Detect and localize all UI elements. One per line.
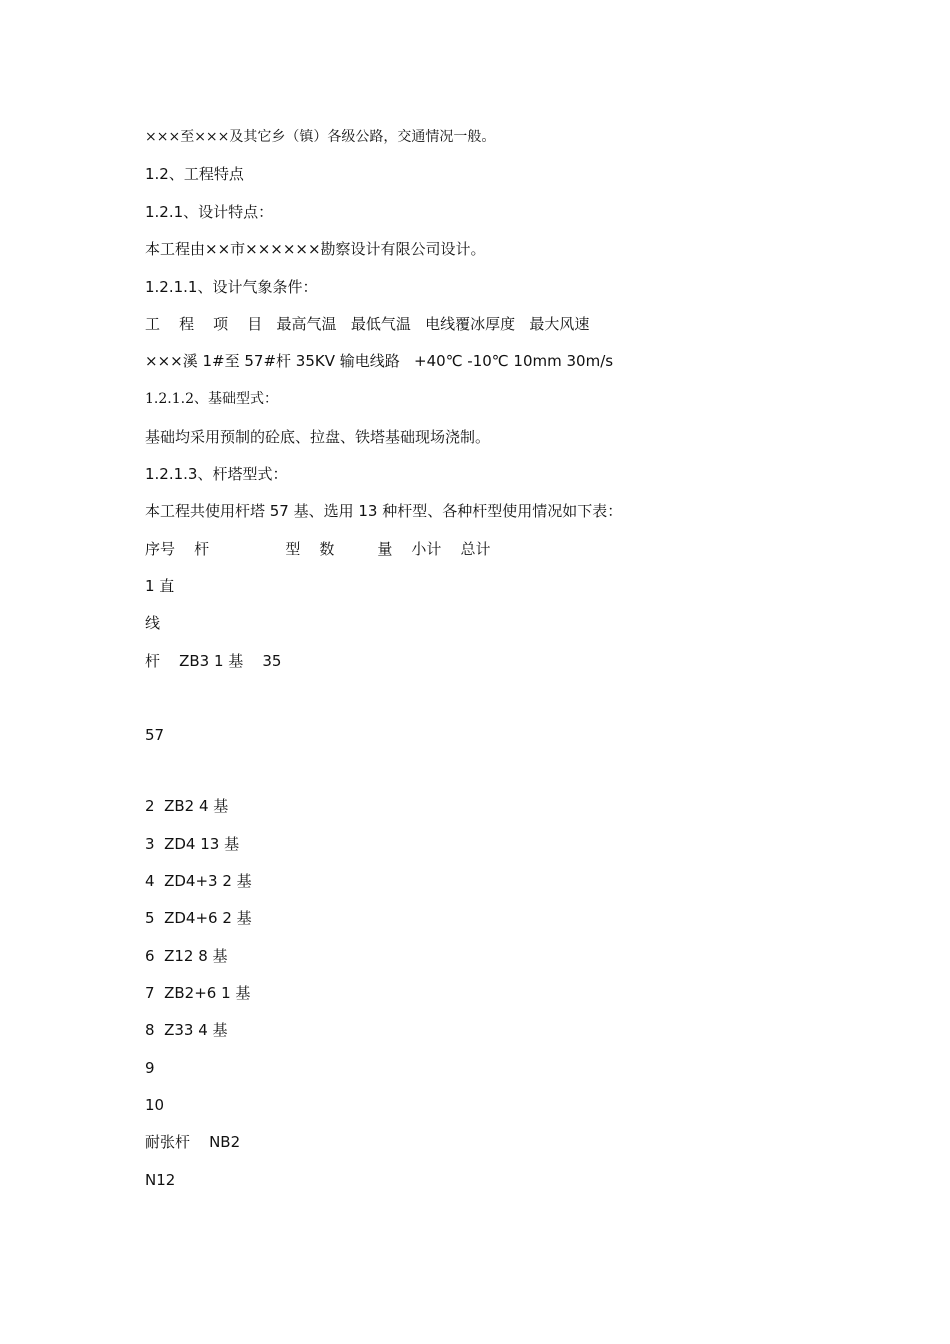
text-line-tower-summary: 本工程共使用杆塔 57 基、选用 13 种杆型、各种杆型使用情况如下表： (145, 502, 623, 520)
tower-table-row-3: 3 ZD4 13 基 (145, 835, 240, 853)
tower-table-row-5: 5 ZD4+6 2 基 (145, 909, 252, 927)
tower-table-row-9: 9 (145, 1059, 155, 1077)
tower-table-row-1a: 1 直 (145, 577, 175, 595)
heading-1-2: 1.2、工程特点 (145, 165, 244, 183)
tower-table-row-tension: 耐张杆 NB2 (145, 1133, 241, 1151)
tower-table-row-7: 7 ZB2+6 1 基 (145, 984, 251, 1002)
tower-table-row-10: 10 (145, 1096, 165, 1114)
tower-table-row-1b: 线 (145, 614, 161, 632)
text-line-designer: 本工程由××市××××××勘察设计有限公司设计。 (145, 240, 486, 258)
tower-table-row-4: 4 ZD4+3 2 基 (145, 872, 252, 890)
tower-table-row-1c: 杆 ZB3 1 基 35 (145, 652, 282, 670)
tower-table-row-2: 2 ZB2 4 基 (145, 797, 229, 815)
tower-table-row-6: 6 Z12 8 基 (145, 947, 228, 965)
heading-1-2-1-3: 1.2.1.3、杆塔型式： (145, 465, 288, 483)
text-line-roads: ×××至×××及其它乡（镇）各级公路，交通情况一般。 (145, 129, 496, 145)
heading-1-2-1: 1.2.1、设计特点： (145, 203, 274, 221)
heading-1-2-1-2: 1.2.1.2、基础型式： (145, 391, 278, 407)
weather-table-header: 工 程 项 目 最高气温 最低气温 电线覆冰厚度 最大风速 (145, 315, 590, 333)
tower-table-header: 序号 杆 型 数 量 小计 总计 (145, 540, 491, 558)
heading-1-2-1-1: 1.2.1.1、设计气象条件： (145, 278, 318, 296)
tower-table-row-8: 8 Z33 4 基 (145, 1021, 228, 1039)
weather-table-row: ×××溪 1#至 57#杆 35KV 输电线路 +40℃ -10℃ 10mm 30m/s (145, 352, 614, 370)
text-line-foundation: 基础均采用预制的砼底、拉盘、铁塔基础现场浇制。 (145, 428, 491, 446)
tower-table-total: 57 (145, 726, 165, 744)
tower-table-row-n12: N12 (145, 1171, 176, 1189)
